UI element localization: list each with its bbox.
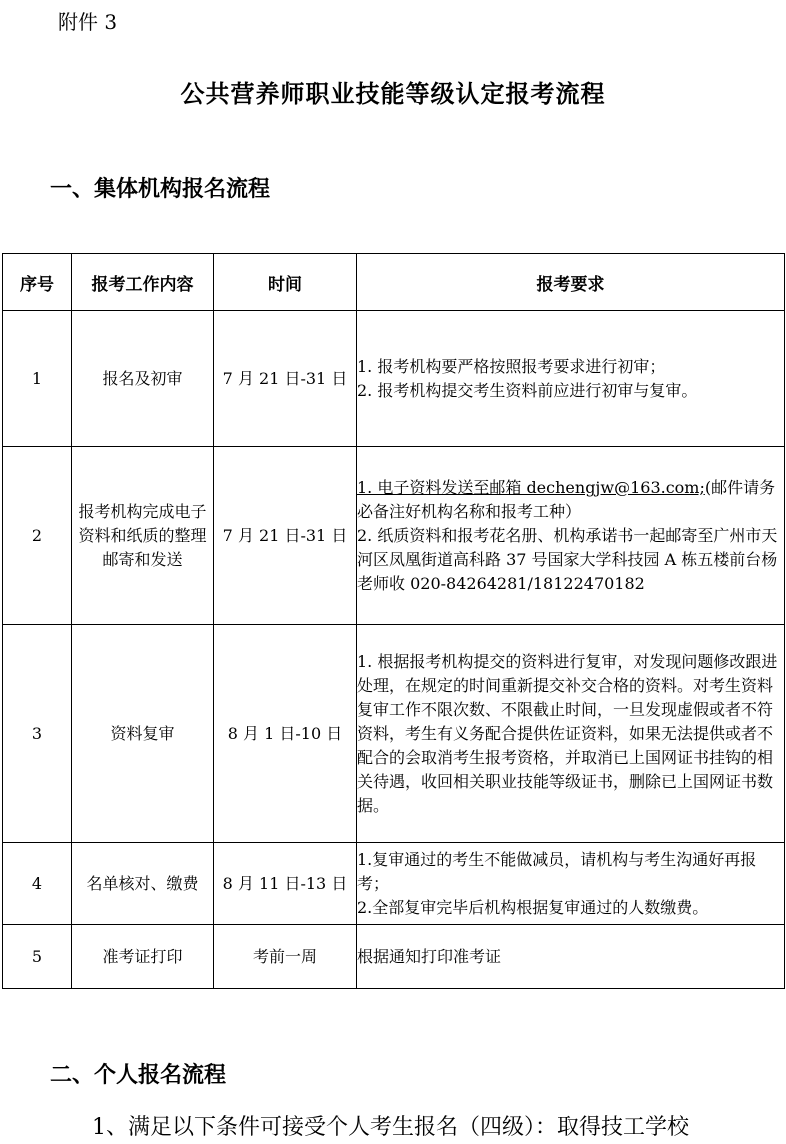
row-requirements <box>357 447 785 625</box>
table-row <box>3 625 785 843</box>
requirement-line: 1. 报考机构要严格按照报考要求进行初审； <box>357 356 666 376</box>
header-content: 报考工作内容 <box>72 254 214 311</box>
table-row <box>3 843 785 925</box>
requirement-line: 2.全部复审完毕后机构根据复审通过的人数缴费。 <box>357 897 709 917</box>
row-content: 报名及初审 <box>72 311 214 447</box>
registration-process-table <box>2 253 785 989</box>
table-row <box>3 925 785 989</box>
row-content: 准考证打印 <box>72 925 214 989</box>
section-heading-group: 一、集体机构报名流程 <box>50 176 271 202</box>
table-header-row <box>3 254 785 311</box>
row-time: 8 月 1 日-10 日 <box>214 625 357 843</box>
requirement-line: 2. 纸质资料和报考花名册、机构承诺书一起邮寄至广州市天河区凤凰街道高科路 37 号国家大学科技园 A 栋五楼前台杨老师收 020-84264281/18122470182 <box>357 525 778 593</box>
document-title: 公共营养师职业技能等级认定报考流程 <box>180 79 606 108</box>
table-row <box>3 447 785 625</box>
header-seq: 序号 <box>3 254 72 311</box>
row-seq: 5 <box>3 925 72 989</box>
row-requirements <box>357 311 785 447</box>
row-seq: 3 <box>3 625 72 843</box>
row-time: 7 月 21 日-31 日 <box>214 447 357 625</box>
requirement-line: 2. 报考机构提交考生资料前应进行初审与复审。 <box>357 380 698 400</box>
row-time: 考前一周 <box>214 925 357 989</box>
table-row <box>3 311 785 447</box>
paragraph-condition: 1、满足以下条件可接受个人考生报名（四级）：取得技工学校 <box>92 1115 689 1140</box>
row-time: 7 月 21 日-31 日 <box>214 311 357 447</box>
header-time: 时间 <box>214 254 357 311</box>
attachment-label: 附件 3 <box>58 10 118 34</box>
row-seq: 4 <box>3 843 72 925</box>
row-content: 资料复审 <box>72 625 214 843</box>
row-requirements <box>357 843 785 925</box>
row-requirements: 1. 根据报考机构提交的资料进行复审，对发现问题修改跟进处理，在规定的时间重新提交补交合格的资料。对考生资料复审工作不限次数、不限截止时间，一旦发现虚假或者不符资料，考生有义务配合提供佐证资料，如果无法提供或者不配合的会取消考生报考资格，并取消已上国网证书挂钩的相关待遇，收回相关职业技能等级证书，删除已上国网证书数据。 <box>357 625 785 843</box>
row-seq: 1 <box>3 311 72 447</box>
section-heading-individual: 二、个人报名流程 <box>50 1062 227 1088</box>
header-requirements: 报考要求 <box>357 254 785 311</box>
row-content: 报考机构完成电子资料和纸质的整理邮寄和发送 <box>72 447 214 625</box>
row-seq: 2 <box>3 447 72 625</box>
email-link[interactable]: 1. 电子资料发送至邮箱 dechengjw@163.com; <box>357 477 705 497</box>
requirement-line: 1.复审通过的考生不能做减员，请机构与考生沟通好再报考； <box>357 849 757 893</box>
email-note: (邮件请务必备注好机构名称和报考工种） <box>357 477 776 521</box>
row-requirements: 根据通知打印准考证 <box>357 925 785 989</box>
row-content: 名单核对、缴费 <box>72 843 214 925</box>
row-time: 8 月 11 日-13 日 <box>214 843 357 925</box>
